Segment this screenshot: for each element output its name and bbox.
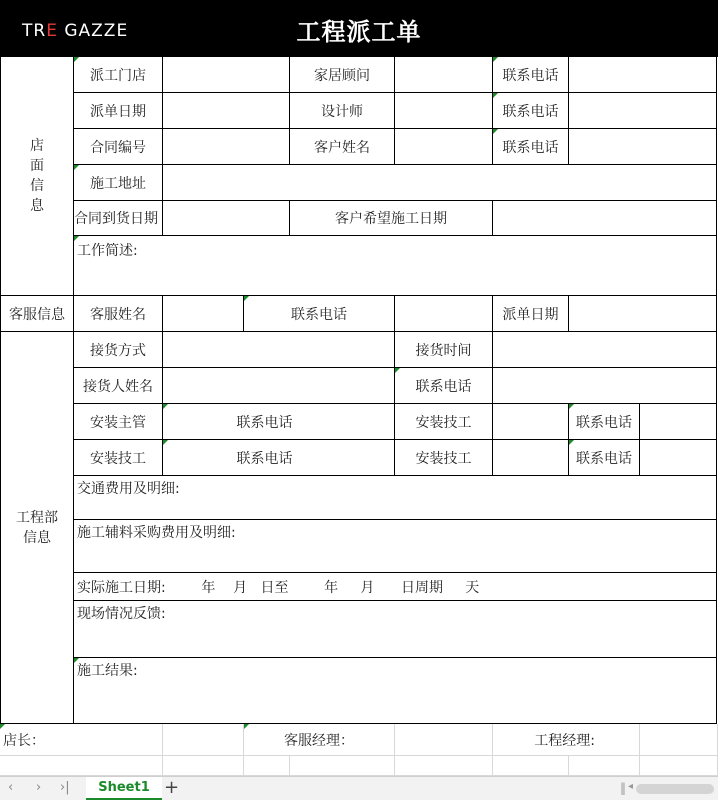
dispatch-store-label: 派工门店: [74, 57, 163, 93]
customer-name-label: 客户姓名: [290, 129, 395, 165]
phone3-value[interactable]: [569, 129, 717, 165]
store-section-label: 店 面 信 息: [1, 57, 74, 296]
form-title: 工程派工单: [296, 18, 422, 46]
tech2-phone-label: 联系电话: [163, 440, 395, 476]
contract-no-value[interactable]: [163, 129, 290, 165]
empty-cell: [244, 756, 290, 776]
dispatch-store-value[interactable]: [163, 57, 290, 93]
first-sheet-icon[interactable]: ‹: [8, 780, 14, 795]
preferred-date-label: 客户希望施工日期: [290, 201, 493, 236]
engineering-section-label: 工程部 信息: [1, 332, 74, 724]
actual-dates-field[interactable]: 实际施工日期: 年 月 日至 年 月 日周期 天: [74, 573, 717, 601]
horizontal-scrollbar[interactable]: [636, 784, 714, 794]
store-manager-label: 店长：: [0, 724, 163, 756]
empty-cell: [640, 756, 718, 776]
service-manager-label: 客服经理：: [244, 724, 395, 756]
receive-method-value[interactable]: [163, 332, 395, 368]
receiver-name-label: 接货人姓名: [74, 368, 163, 404]
home-consultant-value[interactable]: [395, 57, 493, 93]
next-sheet-icon[interactable]: ›: [36, 780, 42, 795]
phone1-value[interactable]: [569, 57, 717, 93]
sheet-tab-bar: [0, 776, 718, 800]
scroll-divider-icon: ‖: [620, 781, 626, 795]
preferred-date-value[interactable]: [493, 201, 717, 236]
header-bar: [0, 0, 718, 57]
contract-no-label: 合同编号: [74, 129, 163, 165]
home-consultant-label: 家居顾问: [290, 57, 395, 93]
dispatch-date-value[interactable]: [163, 93, 290, 129]
transport-cost-field[interactable]: 交通费用及明细:: [74, 476, 717, 520]
phone2-label: 联系电话: [493, 93, 569, 129]
technician3-value[interactable]: [493, 440, 569, 476]
delivery-date-label: 合同到货日期: [74, 201, 163, 236]
agent-name-value[interactable]: [163, 296, 244, 332]
supervisor-phone-label: 联系电话: [163, 404, 395, 440]
brand-logo: TRE GAZZE: [22, 21, 129, 41]
technician1-label: 安装技工: [395, 404, 493, 440]
empty-cell: [493, 756, 569, 776]
empty-cell: [290, 756, 395, 776]
technician2-label: 安装技工: [74, 440, 163, 476]
service-dispatch-date-label: 派单日期: [493, 296, 569, 332]
empty-cell: [569, 756, 640, 776]
agent-name-label: 客服姓名: [74, 296, 163, 332]
tech1-phone-value[interactable]: [640, 404, 717, 440]
site-feedback-field[interactable]: 现场情况反馈:: [74, 601, 717, 658]
site-address-label: 施工地址: [74, 165, 163, 201]
add-sheet-button[interactable]: +: [164, 777, 180, 798]
customer-name-value[interactable]: [395, 129, 493, 165]
engineering-manager-sign[interactable]: [640, 724, 718, 756]
install-supervisor-label: 安装主管: [74, 404, 163, 440]
empty-cell: [163, 756, 244, 776]
service-dispatch-date-value[interactable]: [569, 296, 717, 332]
store-manager-sign[interactable]: [163, 724, 244, 756]
receive-time-label: 接货时间: [395, 332, 493, 368]
technician1-value[interactable]: [493, 404, 569, 440]
phone3-label: 联系电话: [493, 129, 569, 165]
service-phone-value[interactable]: [395, 296, 493, 332]
site-address-value[interactable]: [163, 165, 717, 201]
empty-cell: [0, 756, 163, 776]
work-summary-field[interactable]: 工作简述:: [74, 236, 717, 296]
receiver-phone-label: 联系电话: [395, 368, 493, 404]
dispatch-date-label: 派单日期: [74, 93, 163, 129]
technician3-label: 安装技工: [395, 440, 493, 476]
result-field[interactable]: 施工结果:: [74, 658, 717, 724]
last-sheet-icon[interactable]: ›|: [60, 780, 70, 795]
receive-method-label: 接货方式: [74, 332, 163, 368]
material-cost-field[interactable]: 施工辅料采购费用及明细:: [74, 520, 717, 573]
engineering-manager-label: 工程经理:: [493, 724, 640, 756]
designer-label: 设计师: [290, 93, 395, 129]
empty-cell: [395, 756, 493, 776]
tech1-phone-label: 联系电话: [569, 404, 640, 440]
tech3-phone-value[interactable]: [640, 440, 717, 476]
phone2-value[interactable]: [569, 93, 717, 129]
designer-value[interactable]: [395, 93, 493, 129]
phone1-label: 联系电话: [493, 57, 569, 93]
receive-time-value[interactable]: [493, 332, 717, 368]
receiver-name-value[interactable]: [163, 368, 395, 404]
delivery-date-value[interactable]: [163, 201, 290, 236]
service-manager-sign[interactable]: [395, 724, 493, 756]
scroll-left-icon[interactable]: ◂: [628, 781, 634, 792]
sheet-tab-sheet1[interactable]: Sheet1: [86, 777, 162, 800]
receiver-phone-value[interactable]: [493, 368, 717, 404]
tech3-phone-label: 联系电话: [569, 440, 640, 476]
service-section-label: 客服信息: [1, 296, 74, 332]
service-phone-label: 联系电话: [244, 296, 395, 332]
